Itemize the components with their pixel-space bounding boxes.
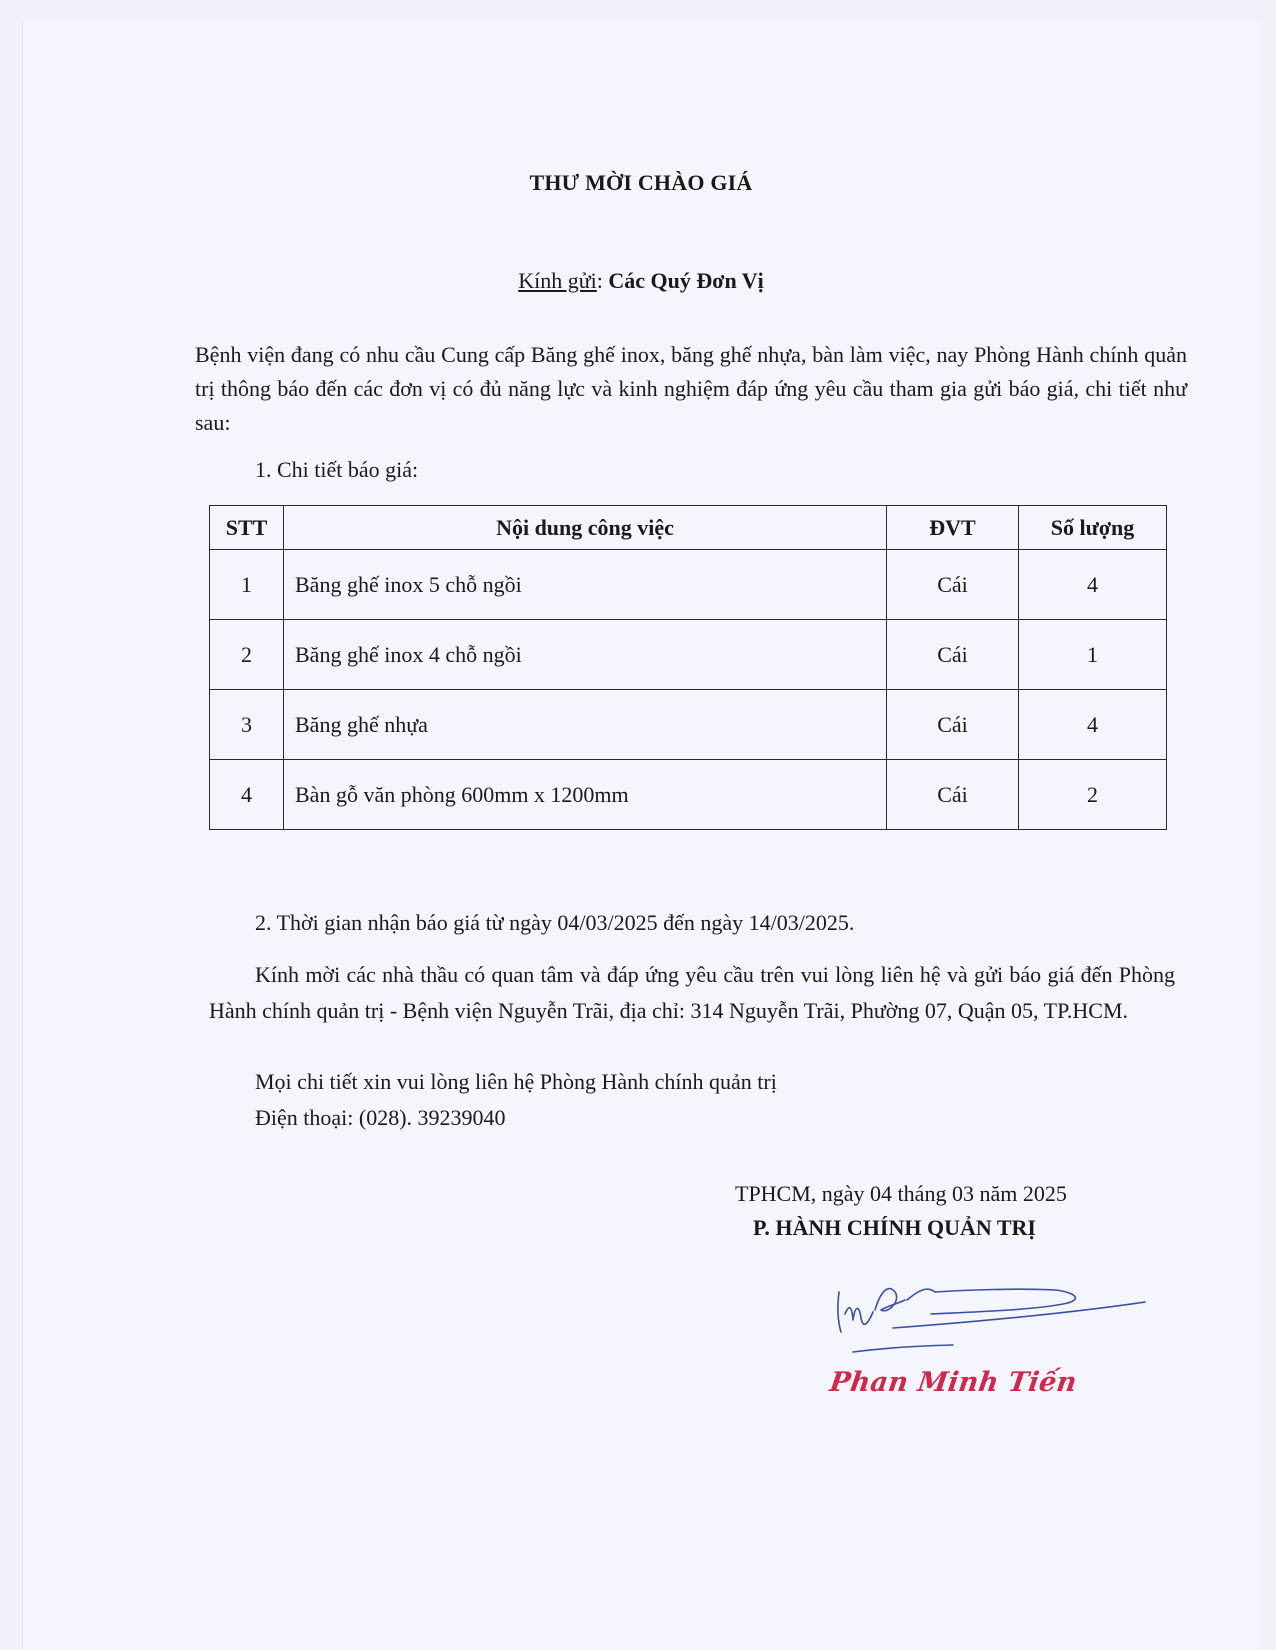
cell-description: Băng ghế inox 4 chỗ ngồi (284, 620, 887, 690)
cell-unit: Cái (887, 760, 1019, 830)
cell-description: Bàn gỗ văn phòng 600mm x 1200mm (284, 760, 887, 830)
cell-stt: 3 (210, 690, 284, 760)
cell-unit: Cái (887, 550, 1019, 620)
header-quantity: Số lượng (1019, 506, 1167, 550)
section-receipt-period: 2. Thời gian nhận báo giá từ ngày 04/03/2025 đến ngày 14/03/2025. (255, 910, 855, 935)
table-row (210, 760, 1167, 830)
addressee-label: Kính gửi (518, 268, 597, 293)
handwritten-signature (823, 1270, 1153, 1365)
addressee-value: Các Quý Đơn Vị (608, 268, 764, 293)
addressee-line: Kính gửi: Các Quý Đơn Vị (518, 268, 764, 293)
quote-table (209, 505, 1167, 830)
phone-line: Điện thoại: (028). 39239040 (255, 1105, 506, 1130)
table-row (210, 550, 1167, 620)
cell-stt: 1 (210, 550, 284, 620)
table-row (210, 690, 1167, 760)
cell-quantity: 4 (1019, 550, 1167, 620)
document-title: THƯ MỜI CHÀO GIÁ (529, 170, 753, 195)
department-name: P. HÀNH CHÍNH QUẢN TRỊ (753, 1215, 1036, 1240)
place-date: TPHCM, ngày 04 tháng 03 năm 2025 (735, 1181, 1067, 1206)
cell-stt: 4 (210, 760, 284, 830)
cell-description: Băng ghế nhựa (284, 690, 887, 760)
header-unit: ĐVT (887, 506, 1019, 550)
contact-line: Mọi chi tiết xin vui lòng liên hệ Phòng Hành chính quản trị (255, 1069, 777, 1094)
header-description: Nội dung công việc (284, 506, 887, 550)
signer-name: Phan Minh Tiến (827, 1367, 1079, 1398)
cell-quantity: 1 (1019, 620, 1167, 690)
section-quote-details: 1. Chi tiết báo giá: (255, 457, 419, 482)
table-header-row (210, 506, 1167, 550)
intro-paragraph: Bệnh viện đang có nhu cầu Cung cấp Băng ghế inox, băng ghế nhựa, bàn làm việc, nay Phòng Hành chính quản trị thông báo đến các đơn vị có đủ năng lực và kinh nghiệm đáp ứng yêu cầu tham gia gửi báo giá, chi tiết như sau: (195, 342, 1187, 435)
invitation-paragraph: Kính mời các nhà thầu có quan tâm và đáp ứng yêu cầu trên vui lòng liên hệ và gửi báo giá đến Phòng Hành chính quản trị - Bệnh viện Nguyễn Trãi, địa chỉ: 314 Nguyễn Trãi, Phường 07, Quận 05, TP.HCM. (209, 962, 1175, 1023)
cell-unit: Cái (887, 620, 1019, 690)
header-stt: STT (210, 506, 284, 550)
cell-quantity: 2 (1019, 760, 1167, 830)
cell-description: Băng ghế inox 5 chỗ ngồi (284, 550, 887, 620)
document-page (22, 22, 1259, 1650)
cell-stt: 2 (210, 620, 284, 690)
cell-unit: Cái (887, 690, 1019, 760)
cell-quantity: 4 (1019, 690, 1167, 760)
table-row (210, 620, 1167, 690)
